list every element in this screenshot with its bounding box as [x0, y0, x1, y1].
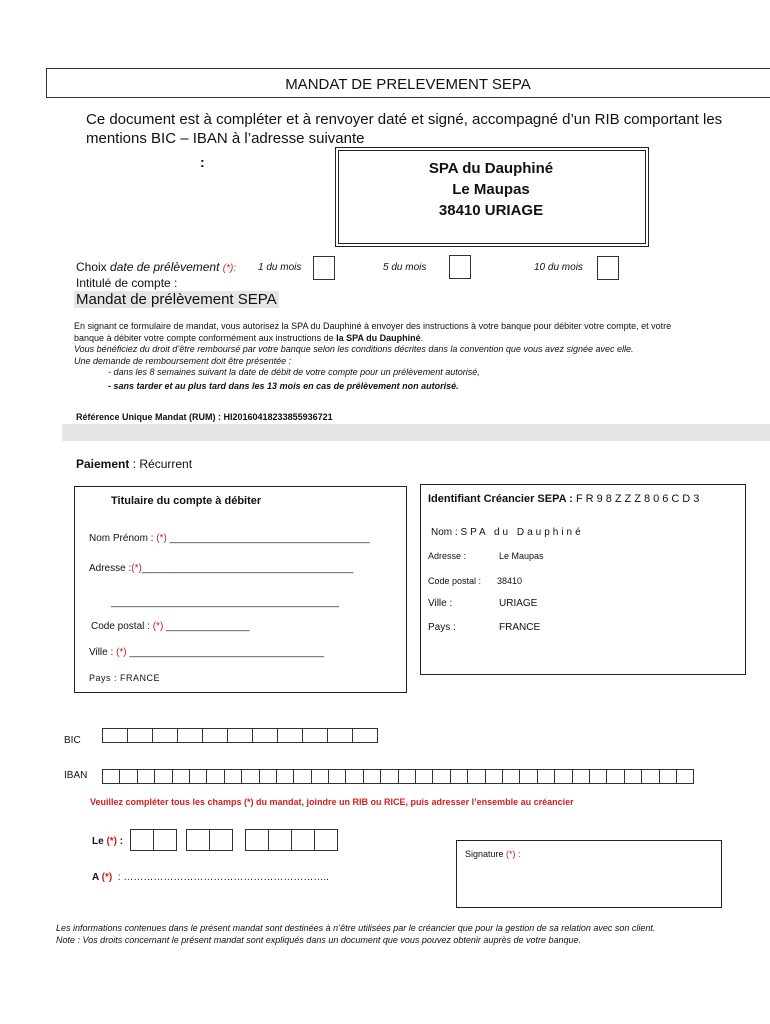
- option-1-checkbox[interactable]: [313, 256, 335, 280]
- char-cell[interactable]: [345, 769, 363, 784]
- address-line1: SPA du Dauphiné: [428, 160, 554, 177]
- pays-field: Pays : FRANCE: [89, 673, 161, 683]
- char-cell[interactable]: [202, 728, 228, 743]
- creditor-address: [338, 158, 644, 221]
- signature-label: Signature (*) :: [465, 849, 521, 859]
- char-cell[interactable]: [467, 769, 485, 784]
- char-cell[interactable]: [311, 769, 329, 784]
- char-cell[interactable]: [177, 728, 203, 743]
- char-cell[interactable]: [328, 769, 346, 784]
- char-cell[interactable]: [154, 769, 172, 784]
- warning-text: Veuillez compléter tous les champs (*) du mandat, joindre un RIB ou RICE, puis adresser l’ensemble au créancier: [90, 797, 574, 807]
- iban-input[interactable]: [102, 769, 693, 783]
- legal-text: En signant ce formulaire de mandat, vous autorisez la SPA du Dauphiné à envoyer des instructions à votre banque pour débiter votre compte, et votre banque à débiter votre compte conformément aux instructions de la SPA du Dauphiné. Vous bénéficiez du droit d’être remboursé par votre banque selon les conditions décrites dans la convention que vous avez signée avec elle. Une demande de remboursement doit être présentée : - dans les 8 semaines suivant la date de débit de votre compte pour un prélèvement autorisé, - sans tarder et au plus tard dans les 13 mois en cas de prélèvement non autorisé.: [74, 321, 672, 391]
- option-5-checkbox[interactable]: [449, 255, 471, 279]
- titulaire-panel: [74, 486, 407, 693]
- char-cell[interactable]: [624, 769, 642, 784]
- char-cell[interactable]: [277, 728, 303, 743]
- date-month-input[interactable]: [186, 829, 232, 851]
- char-cell[interactable]: [127, 728, 153, 743]
- char-cell[interactable]: [189, 769, 207, 784]
- nom-field[interactable]: Nom Prénom : (*) ____________________________________: [89, 533, 370, 544]
- option-10-label: 10 du mois: [534, 262, 583, 273]
- char-cell[interactable]: [102, 728, 128, 743]
- page-title: MANDAT DE PRELEVEMENT SEPA: [285, 76, 531, 93]
- char-cell[interactable]: [352, 728, 378, 743]
- colon: :: [200, 154, 205, 170]
- option-1-label: 1 du mois: [258, 262, 302, 273]
- char-cell[interactable]: [172, 769, 190, 784]
- char-cell[interactable]: [293, 769, 311, 784]
- char-cell[interactable]: [227, 728, 253, 743]
- char-cell[interactable]: [137, 769, 155, 784]
- footer-note: Les informations contenues dans le présent mandat sont destinées à n’être utilisées par le créancier que pour la gestion de sa relation avec son client. Note : Vos droits concernant le présent mandat sont expliqués dans un document que vous pouvez obtenir auprès de votre banque.: [56, 923, 656, 945]
- char-cell[interactable]: [606, 769, 624, 784]
- char-cell[interactable]: [259, 769, 277, 784]
- date-year-input[interactable]: [245, 829, 337, 851]
- adresse-field[interactable]: Adresse :(*)______________________________________: [89, 563, 354, 574]
- char-cell[interactable]: [519, 769, 537, 784]
- address-line2: Le Maupas: [452, 181, 530, 198]
- char-cell[interactable]: [327, 728, 353, 743]
- char-cell[interactable]: [363, 769, 381, 784]
- bic-input[interactable]: [102, 728, 377, 742]
- choix-label: Choix date de prélèvement (*):: [76, 260, 237, 274]
- char-cell[interactable]: [502, 769, 520, 784]
- char-cell[interactable]: [398, 769, 416, 784]
- char-cell[interactable]: [554, 769, 572, 784]
- creancier-panel: [420, 484, 746, 675]
- option-10-checkbox[interactable]: [597, 256, 619, 280]
- char-cell[interactable]: [380, 769, 398, 784]
- titulaire-heading: Titulaire du compte à débiter: [111, 495, 262, 507]
- creancier-cp-value: 38410: [497, 576, 523, 586]
- place-field[interactable]: A (*) : ……………………………………………………..: [92, 872, 329, 883]
- char-cell[interactable]: [206, 769, 224, 784]
- char-cell[interactable]: [572, 769, 590, 784]
- ville-field[interactable]: Ville : (*) ___________________________________: [89, 647, 325, 658]
- char-cell[interactable]: [537, 769, 555, 784]
- char-cell[interactable]: [302, 728, 328, 743]
- grey-bar: [62, 424, 770, 441]
- creancier-nom: Nom : SPA du Dauphiné: [431, 527, 584, 538]
- creancier-adresse-value: Le Maupas: [499, 551, 544, 561]
- adresse-line2-field[interactable]: _________________________________________: [111, 597, 340, 608]
- char-cell[interactable]: [241, 769, 259, 784]
- signature-box[interactable]: [456, 840, 722, 908]
- char-cell[interactable]: [119, 769, 137, 784]
- address-line3: 38410 URIAGE: [438, 202, 544, 219]
- char-cell[interactable]: [152, 728, 178, 743]
- char-cell[interactable]: [224, 769, 242, 784]
- mandat-title: Mandat de prélèvement SEPA: [76, 291, 277, 308]
- char-cell[interactable]: [252, 728, 278, 743]
- char-cell[interactable]: [102, 769, 120, 784]
- paiement: Paiement : Récurrent: [76, 457, 193, 471]
- char-cell[interactable]: [485, 769, 503, 784]
- rum-reference: Référence Unique Mandat (RUM) : HI20160418233855936721: [76, 412, 333, 422]
- creancier-adresse-label: Adresse :: [428, 551, 467, 561]
- intitule-label: Intitulé de compte :: [76, 276, 178, 290]
- creancier-ville-value: URIAGE: [499, 598, 538, 609]
- char-cell[interactable]: [676, 769, 694, 784]
- creancier-pays-label: Pays :: [428, 622, 456, 633]
- intro-text: Ce document est à compléter et à renvoyer daté et signé, accompagné d’un RIB comportant les mentions BIC – IBAN à l’adresse suivante: [86, 111, 723, 147]
- iban-label: IBAN: [64, 770, 88, 781]
- ics: Identifiant Créancier SEPA : FR98ZZZ806CD3: [428, 493, 703, 505]
- char-cell[interactable]: [276, 769, 294, 784]
- creancier-ville-label: Ville :: [428, 598, 453, 609]
- char-cell[interactable]: [589, 769, 607, 784]
- char-cell[interactable]: [432, 769, 450, 784]
- char-cell[interactable]: [415, 769, 433, 784]
- date-label: Le (*) :: [92, 836, 124, 847]
- option-5-label: 5 du mois: [383, 262, 427, 273]
- char-cell[interactable]: [659, 769, 677, 784]
- bic-label: BIC: [64, 735, 81, 746]
- codepostal-field[interactable]: Code postal : (*) _______________: [91, 621, 250, 632]
- date-day-input[interactable]: [130, 829, 176, 851]
- char-cell[interactable]: [641, 769, 659, 784]
- char-cell[interactable]: [450, 769, 468, 784]
- creancier-cp-label: Code postal :: [428, 576, 482, 586]
- creancier-pays-value: FRANCE: [499, 622, 541, 633]
